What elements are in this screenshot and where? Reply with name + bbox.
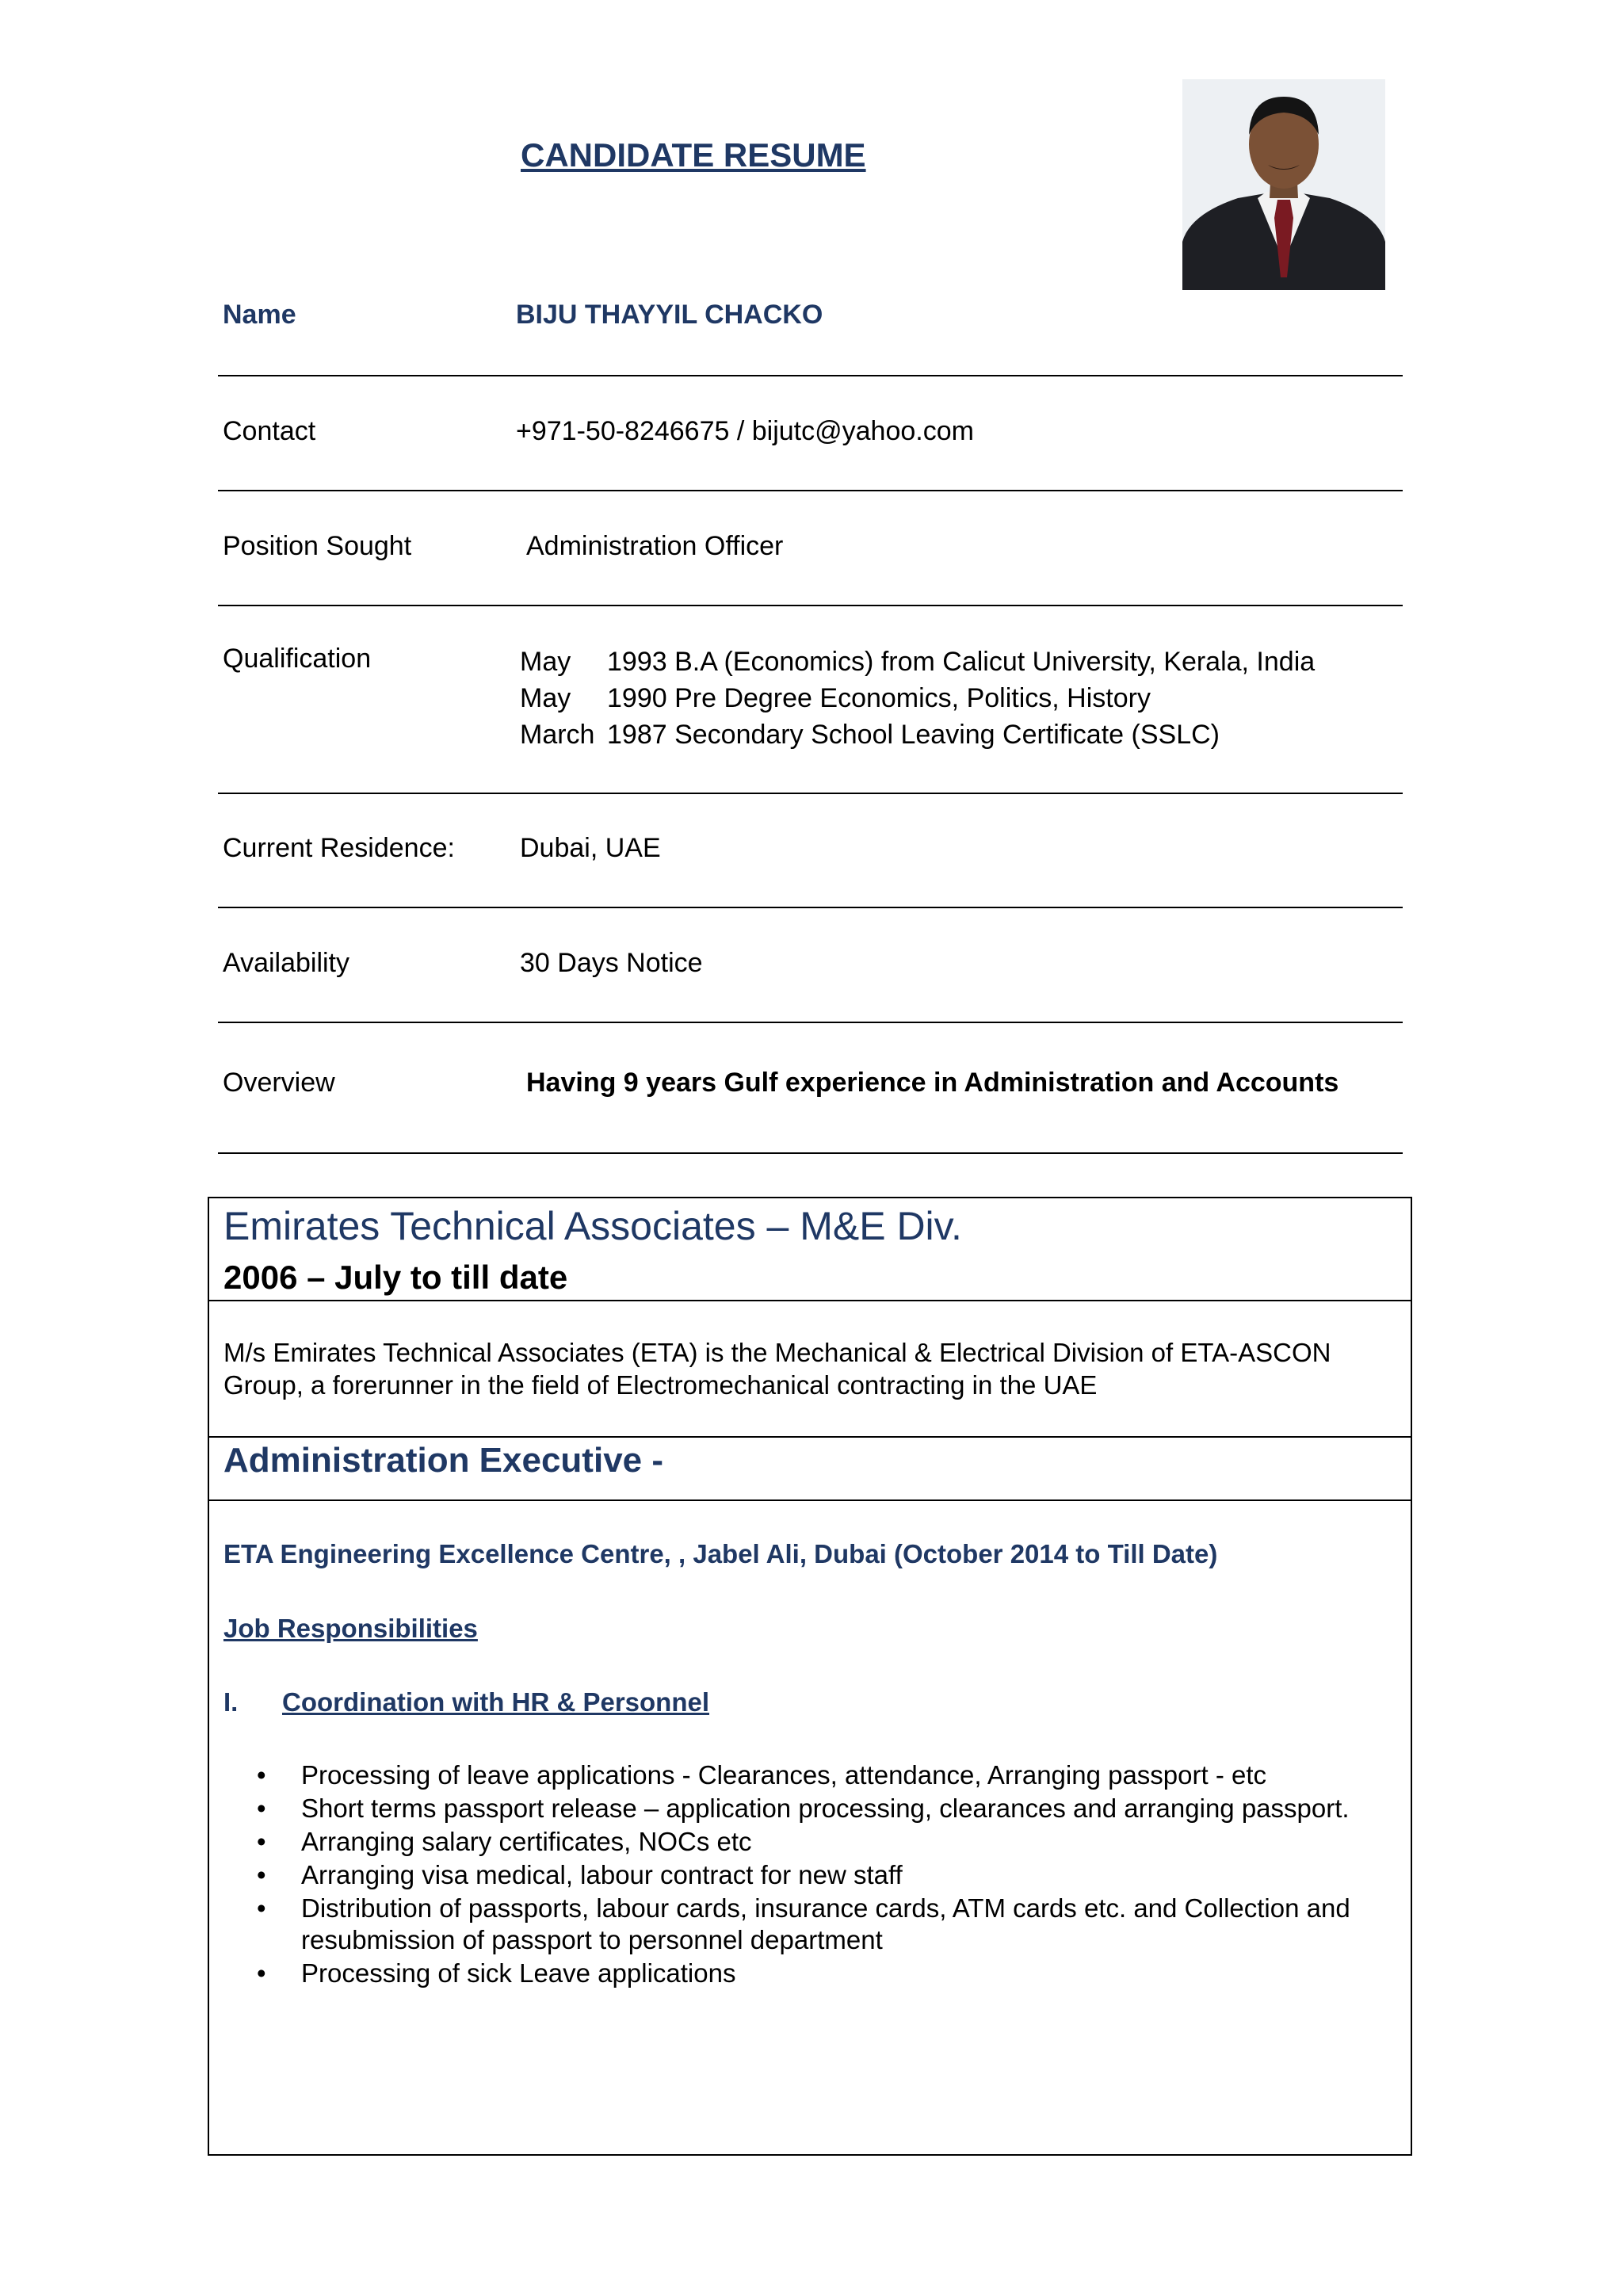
- position-sought-value: Administration Officer: [526, 531, 784, 561]
- work-location: ETA Engineering Excellence Centre, , Jabel Ali, Dubai (October 2014 to Till Date): [223, 1539, 1218, 1568]
- row-divider: [218, 1022, 1403, 1023]
- list-item: • Processing of leave applications - Clearances, attendance, Arranging passport - etc: [257, 1760, 1267, 1790]
- row-divider: [218, 907, 1403, 908]
- row-divider: [218, 375, 1403, 376]
- job-responsibilities-heading: Job Responsibilities: [223, 1614, 478, 1643]
- name-value: BIJU THAYYIL CHACKO: [516, 300, 823, 330]
- portrait-image: [1182, 79, 1385, 290]
- list-item: • Distribution of passports, labour cards, insurance cards, ATM cards etc. and Collection and resubmission of passport to personnel department: [257, 1893, 1350, 1954]
- qualification-label: Qualification: [223, 644, 372, 674]
- bullet-icon: •: [257, 1827, 266, 1856]
- row-divider: [218, 1152, 1403, 1154]
- list-item: • Processing of sick Leave applications: [257, 1958, 736, 1988]
- company-description: M/s Emirates Technical Associates (ETA) is the Mechanical & Electrical Division of ETA-ASCON Group, a forerunner in the field of Electromechanical contracting in the UAE: [223, 1338, 1331, 1400]
- responsibility-list: [257, 1759, 1366, 1991]
- section-title: Coordination with HR & Personnel: [282, 1687, 710, 1717]
- box-divider: [209, 1499, 1411, 1501]
- contact-label: Contact: [223, 416, 316, 446]
- employment-period: 2006 – July to till date: [223, 1259, 568, 1296]
- availability-value: 30 Days Notice: [520, 948, 703, 978]
- bullet-icon: •: [257, 1760, 266, 1790]
- overview-value: Having 9 years Gulf experience in Administration and Accounts: [526, 1068, 1339, 1098]
- position-sought-label: Position Sought: [223, 531, 412, 561]
- list-item: • Arranging visa medical, labour contract for new staff: [257, 1860, 903, 1889]
- row-divider: [218, 490, 1403, 491]
- box-divider: [209, 1436, 1411, 1438]
- contact-value: +971-50-8246675 / bijutc@yahoo.com: [516, 416, 974, 446]
- qualification-item: March 1987 Secondary School Leaving Certificate (SSLC): [520, 720, 1220, 750]
- experience-box: [208, 1197, 1412, 2156]
- qualification-item: May 1993 B.A (Economics) from Calicut University, Kerala, India: [520, 647, 1316, 677]
- qualification-item: May 1990 Pre Degree Economics, Politics, History: [520, 683, 1151, 713]
- candidate-photo: [1182, 79, 1385, 290]
- overview-label: Overview: [223, 1068, 335, 1098]
- section-number: I.: [223, 1687, 239, 1717]
- availability-label: Availability: [223, 948, 350, 978]
- residence-value: Dubai, UAE: [520, 833, 661, 863]
- bullet-icon: •: [257, 1860, 266, 1889]
- page-title: CANDIDATE RESUME: [521, 136, 866, 174]
- list-item: • Short terms passport release – application processing, clearances and arranging passport.: [257, 1794, 1350, 1823]
- list-item: • Arranging salary certificates, NOCs etc: [257, 1827, 752, 1856]
- bullet-icon: •: [257, 1893, 266, 1923]
- row-divider: [218, 605, 1403, 606]
- bullet-icon: •: [257, 1958, 266, 1988]
- box-divider: [209, 1300, 1411, 1301]
- residence-label: Current Residence:: [223, 833, 455, 863]
- qualification-list: [520, 644, 1315, 753]
- role-title: Administration Executive -: [223, 1441, 664, 1480]
- row-divider: [218, 793, 1403, 794]
- name-label: Name: [223, 300, 296, 330]
- company-name: Emirates Technical Associates – M&E Div.: [223, 1204, 962, 1248]
- bullet-icon: •: [257, 1794, 266, 1823]
